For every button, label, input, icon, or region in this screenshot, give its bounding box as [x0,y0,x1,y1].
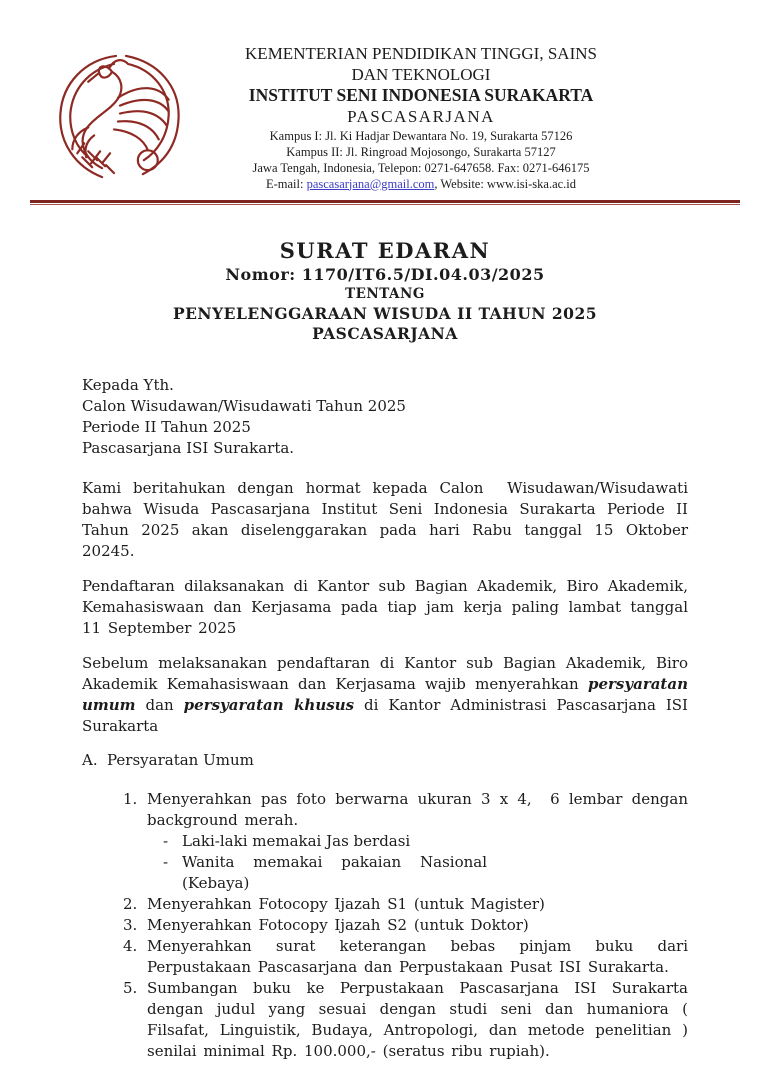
list-item-number: 3. [123,916,138,934]
letterhead-text [190,44,652,192]
website-text: , Website: www.isi-ska.ac.id [434,176,577,191]
sub-list-item [163,852,688,894]
letter-about: TENTANG [345,286,425,302]
letter-body [82,237,688,1062]
recipient-block [82,375,688,459]
address-campus-1: Kampus I: Jl. Ki Hadjar Dewantara No. 19, Surakarta 57126 [269,128,573,143]
list-item-text: Sumbangan buku ke Perpustakaan Pascasarjana ISI Surakarta dengan judul yang sesuai dengan studi seni dan humaniora ( Filsafat, Linguistik, Budaya, Antropologi, dan metode penelitian ) senilai minimal Rp. 100.000,- (seratus ribu rupiah). [147,979,688,1060]
list-item-text: Menyerahkan pas foto berwarna ukuran 3 x 4, 6 lembar dengan background merah. [147,790,688,829]
email-label: E-mail: [265,176,307,191]
paragraph-requirements-part2: dan [135,696,184,714]
requirements-list [82,789,688,1062]
list-item [82,978,688,1062]
sub-list-item [163,831,688,852]
sub-item-dash: - [163,832,169,850]
list-item-text: Menyerahkan Fotocopy Ijazah S2 (untuk Doktor) [147,916,529,934]
sub-item-text: Laki-laki memakai Jas berdasi [182,832,411,850]
letterhead-divider [30,200,740,205]
institute-name: INSTITUT SENI INDONESIA SURAKARTA [248,85,594,106]
unit-name: PASCASARJANA [347,106,495,126]
list-item-number: 2. [123,895,138,913]
list-item [82,894,688,915]
address-campus-2: Kampus II: Jl. Ringroad Mojosongo, Surakarta 57127 [286,144,556,159]
divider-thin-line [30,204,740,205]
sub-item-dash: - [163,853,169,871]
recipient-line-4: Pascasarjana ISI Surakarta. [82,439,295,457]
paragraph-announcement: Kami beritahukan dengan hormat kepada Calon Wisudawan/Wisudawati bahwa Wisuda Pascasarjana Institut Seni Indonesia Surakarta Periode II Tahun 2025 akan diselenggarakan pada hari Rabu tanggal 15 Oktober 20245. [82,479,688,560]
recipient-line-2: Calon Wisudawan/Wisudawati Tahun 2025 [82,397,406,415]
ministry-name-line2: DAN TEKNOLOGI [351,64,491,84]
letter-unit: PASCASARJANA [312,324,458,343]
recipient-line-3: Periode II Tahun 2025 [82,418,251,436]
list-item-text: Menyerahkan Fotocopy Ijazah S1 (untuk Magister) [147,895,545,913]
sub-item-text: Wanita memakai pakaian Nasional (Kebaya) [182,853,487,892]
requirement-umum-emphasis: persyaratan umum [82,675,688,714]
letterhead [0,0,768,192]
list-item-number: 1. [123,790,138,808]
address-email-website [190,176,652,192]
requirement-khusus-emphasis: persyaratan khusus [183,696,355,714]
section-a-title: Persyaratan Umum [107,751,254,769]
letter-number: Nomor: 1170/IT6.5/DI.04.03/2025 [225,265,545,284]
section-a-heading [82,750,688,771]
list-item [82,789,688,894]
list-item [82,915,688,936]
list-item-number: 4. [123,937,138,955]
letter-subject: PENYELENGGARAAN WISUDA II TAHUN 2025 [172,304,598,323]
list-item-number: 5. [123,979,138,997]
paragraph-requirements [82,653,688,737]
list-item-text: Menyerahkan surat keterangan bebas pinjam buku dari Perpustakaan Pascasarjana dan Perpustakaan Pusat ISI Surakarta. [147,937,688,976]
paragraph-requirements-part1: Sebelum melaksanakan pendaftaran di Kantor sub Bagian Akademik, Biro Akademik Kemahasiswaan dan Kerjasama wajib menyerahkan [82,654,688,693]
list-item [82,936,688,978]
recipient-salutation: Kepada Yth. [82,376,174,394]
isi-emblem-logo [44,48,194,192]
letter-title-block [82,237,688,344]
paragraph-registration: Pendaftaran dilaksanakan di Kantor sub Bagian Akademik, Biro Akademik, Kemahasiswaan dan Kerjasama pada tiap jam kerja paling lambat tanggal 11 September 2025 [82,577,688,637]
paragraph-requirements-part3: di Kantor Administrasi Pascasarjana ISI Surakarta [82,696,688,735]
email-link[interactable]: pascasarjana@gmail.com [306,176,435,191]
section-a-label: A. [82,751,98,769]
address-contact: Jawa Tengah, Indonesia, Telepon: 0271-647658. Fax: 0271-646175 [252,160,590,175]
ministry-name-line1: KEMENTERIAN PENDIDIKAN TINGGI, SAINS [245,44,597,63]
letter-title: SURAT EDARAN [279,238,491,263]
divider-thick-line [30,200,740,203]
